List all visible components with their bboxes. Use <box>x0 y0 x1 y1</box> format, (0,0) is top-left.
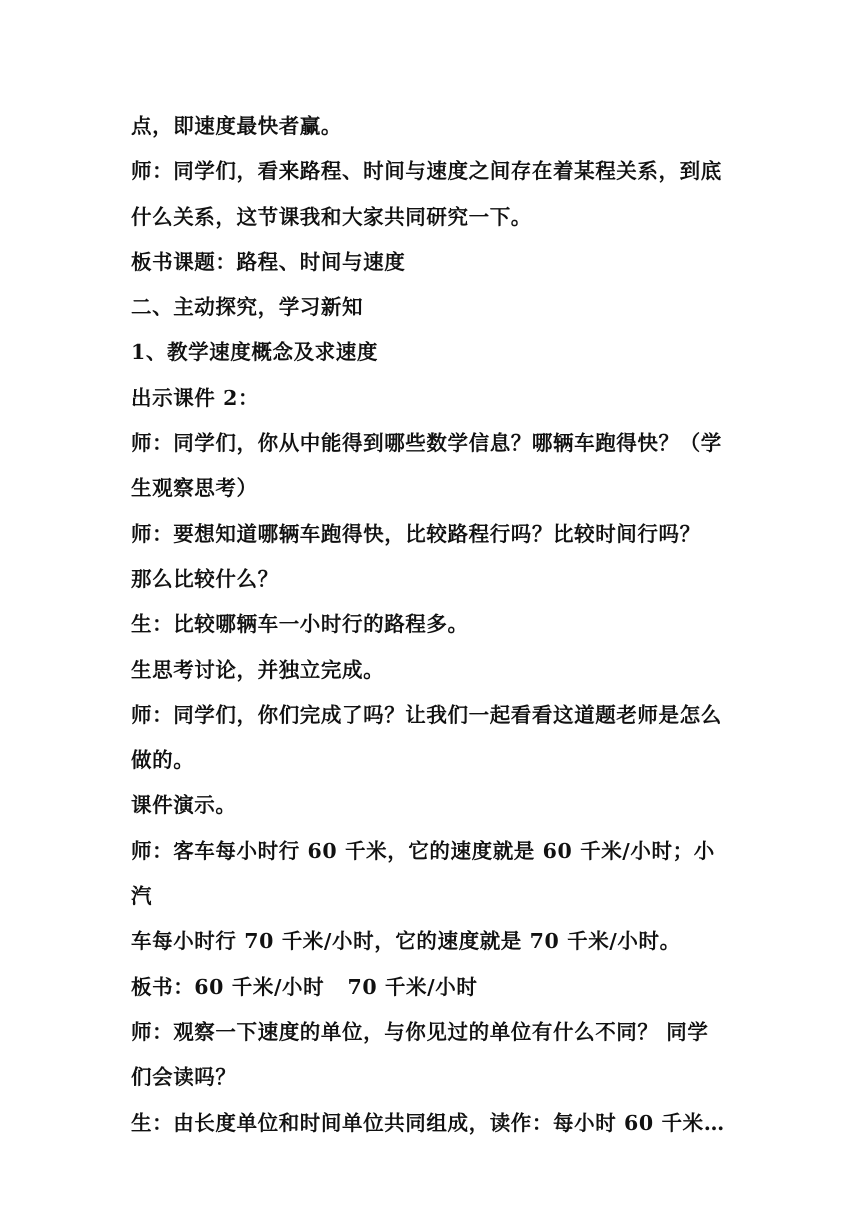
text-line: 出示课件 2： <box>131 385 260 410</box>
text-line: 们会读吗？ <box>131 1065 237 1090</box>
text-line: 板书课题：路程、时间与速度 <box>131 249 406 274</box>
text-line: 生：比较哪辆车一小时行的路程多。 <box>131 612 469 637</box>
text-line: 师：同学们，你们完成了吗？让我们一起看看这道题老师是怎么 <box>131 702 722 727</box>
text-line: 那么比较什么？ <box>131 566 279 591</box>
text-line: 师：要想知道哪辆车跑得快，比较路程行吗？比较时间行吗？ <box>131 521 701 546</box>
text-line: 课件演示。 <box>131 793 237 818</box>
text-line: 师：同学们，你从中能得到哪些数学信息？哪辆车跑得快？（学 <box>131 431 722 456</box>
text-line: 车每小时行 70 千米/小时，它的速度就是 70 千米/小时。 <box>131 929 681 954</box>
text-line: 什么关系，这节课我和大家共同研究一下。 <box>131 204 532 229</box>
text-line: 生：由长度单位和时间单位共同组成，读作：每小时 60 千米… <box>131 1110 725 1135</box>
text-line: 师：同学们，看来路程、时间与速度之间存在着某程关系，到底 <box>131 159 722 184</box>
text-line: 师：观察一下速度的单位，与你见过的单位有什么不同？ 同学 <box>131 1019 709 1044</box>
text-line: 做的。 <box>131 748 195 773</box>
text-line: 生观察思考） <box>131 476 258 501</box>
text-line: 点，即速度最快者赢。 <box>131 114 342 138</box>
text-line: 板书：60 千米/小时 70 千米/小时 <box>131 974 478 999</box>
text-line: 生思考讨论，并独立完成。 <box>131 657 385 682</box>
document-body <box>131 104 735 1146</box>
section-heading: 二、主动探究，学习新知 <box>131 295 364 320</box>
text-line: 师：客车每小时行 60 千米，它的速度就是 60 千米/小时；小汽 <box>131 838 715 909</box>
subsection-heading: 1、教学速度概念及求速度 <box>131 340 378 365</box>
